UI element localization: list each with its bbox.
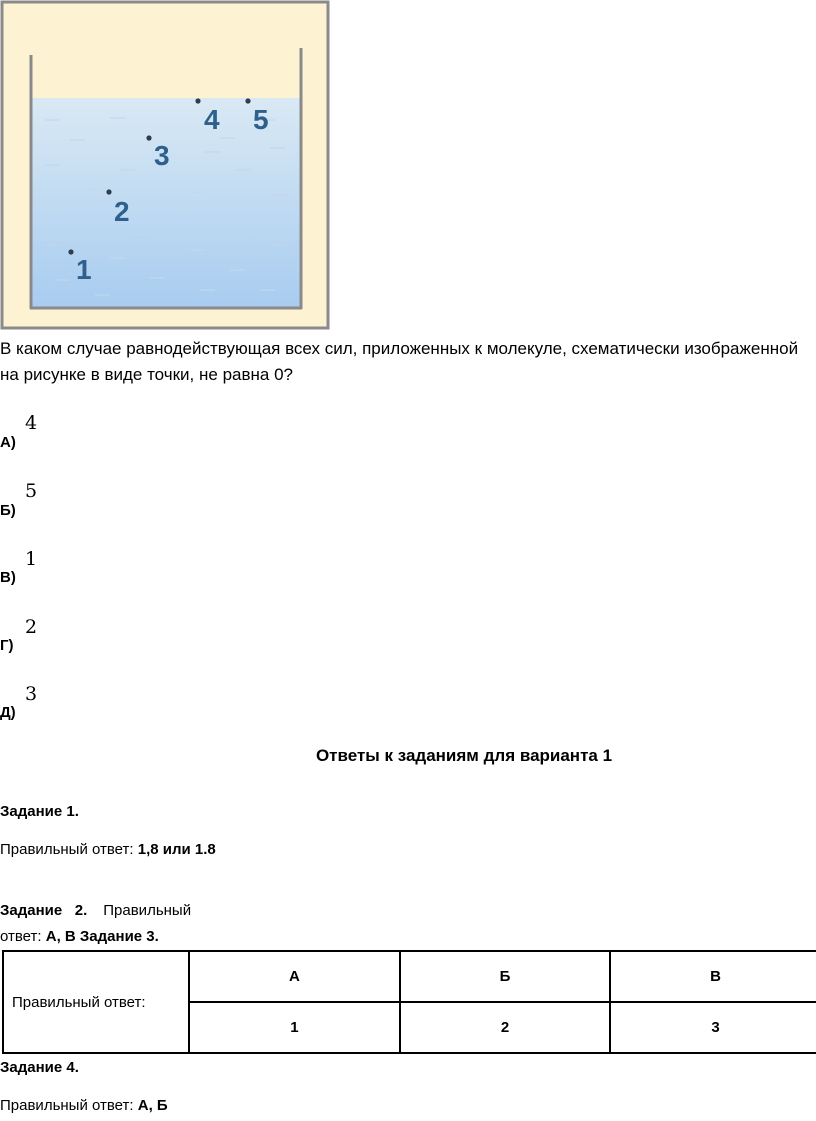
task1-title: Задание 1. [0,803,79,820]
task1-answer-value: 1,8 или 1.8 [137,841,216,858]
option-a-value: 4 [25,412,38,434]
molecule-1-dot [68,249,73,254]
task2-answer-prefix-a: Правильный [103,902,192,919]
molecule-5-dot [245,98,250,103]
molecule-3-label: 3 [154,140,170,171]
molecule-4-label: 4 [204,104,220,135]
molecule-3-dot [146,135,151,140]
option-b-label: Б) [0,502,16,519]
table-value-cell: 1 [189,1002,400,1053]
option-g-value: 2 [25,616,38,638]
task2-answer-prefix-b: ответ: [0,928,46,945]
task2-line-2 [0,928,159,945]
task4-answer-value: А, Б [137,1097,168,1114]
molecule-1-label: 1 [76,254,92,285]
table-row [3,951,816,1002]
option-d-value: 3 [25,683,38,705]
molecule-5-label: 5 [253,104,269,135]
task4-answer-prefix: Правильный ответ: [0,1097,138,1114]
table-header-cell: Б [400,951,610,1002]
vessel-figure [0,0,330,330]
table-header-cell: А [189,951,400,1002]
table-value-cell: 3 [610,1002,816,1053]
task1-answer [0,841,216,858]
task1-answer-prefix: Правильный ответ: [0,841,138,858]
option-a-label: А) [0,434,16,451]
option-d-label: Д) [0,704,16,721]
option-v-label: В) [0,569,16,586]
option-b-value: 5 [25,480,38,502]
molecule-2-dot [106,189,111,194]
task4-answer [0,1097,168,1114]
molecule-4-dot [195,98,200,103]
option-g-label: Г) [0,637,14,654]
option-v-value: 1 [25,548,38,570]
question-text [0,336,816,388]
task2-line-1 [0,902,191,919]
table-header-cell: В [610,951,816,1002]
task3-title: Задание 3. [79,928,159,945]
question-line-1: В каком случае равнодействующая всех сил, приложенных к молекуле, схематически изображенной [0,339,799,358]
molecule-2-label: 2 [114,196,130,227]
task3-answer-table [2,950,816,1054]
table-value-cell: 2 [400,1002,610,1053]
answers-heading: Ответы к заданиям для варианта 1 [315,746,613,765]
task4-title: Задание 4. [0,1059,79,1076]
task2-title: Задание 2. [0,902,88,919]
table-row-label: Правильный ответ: [3,951,189,1053]
question-line-2: на рисунке в виде точки, не равна 0? [0,365,293,384]
task2-answer-value: А, В [45,928,76,945]
